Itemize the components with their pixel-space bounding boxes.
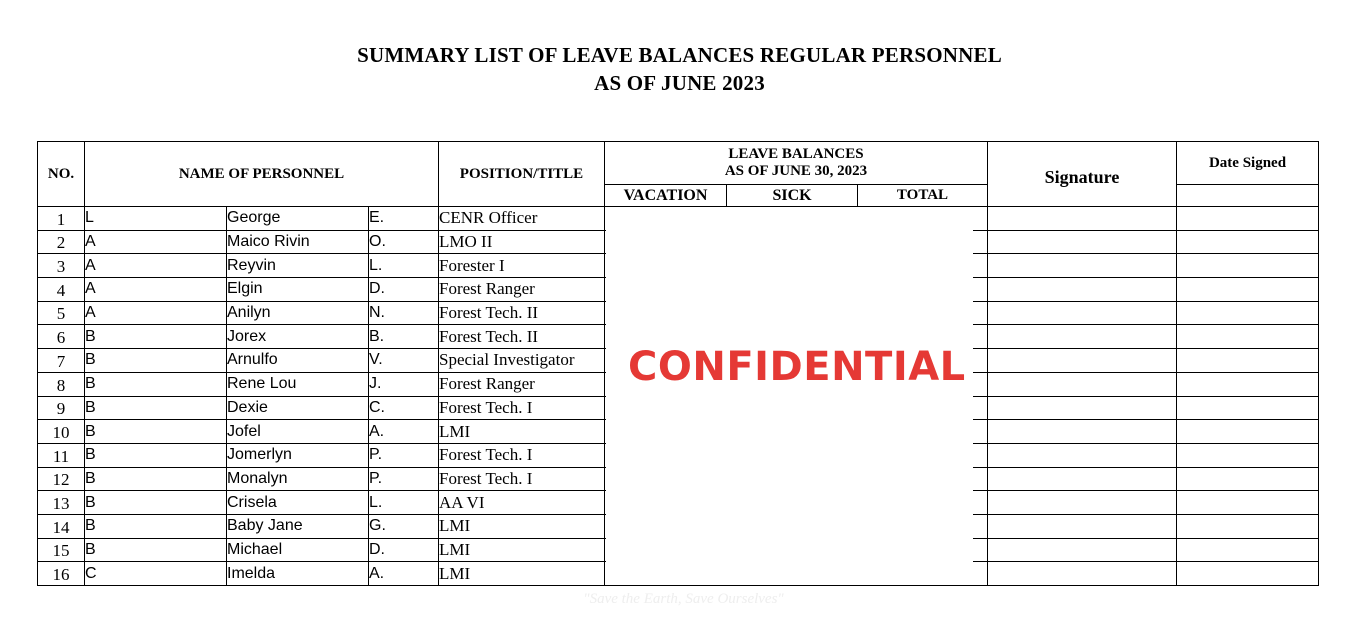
row-number: 7 xyxy=(38,349,85,373)
position-title: LMI xyxy=(439,420,605,444)
position-title: Special Investigator xyxy=(439,349,605,373)
surname: B xyxy=(85,372,227,396)
signature-cell xyxy=(988,325,1177,349)
confidential-stamp: CONFIDENTIAL xyxy=(628,344,966,390)
position-title: AA VI xyxy=(439,491,605,515)
position-title: Forest Tech. II xyxy=(439,325,605,349)
middle-initial: P. xyxy=(369,467,439,491)
position-title: Forest Ranger xyxy=(439,372,605,396)
row-number: 4 xyxy=(38,278,85,302)
row-number: 6 xyxy=(38,325,85,349)
header-leave-balances xyxy=(605,142,988,185)
header-date-signed-sub xyxy=(1177,185,1319,207)
middle-initial: D. xyxy=(369,278,439,302)
first-name: Crisela xyxy=(227,491,369,515)
row-number: 10 xyxy=(38,420,85,444)
first-name: Jorex xyxy=(227,325,369,349)
middle-initial: L. xyxy=(369,254,439,278)
date-signed-cell xyxy=(1177,491,1319,515)
redaction-block xyxy=(606,207,973,585)
first-name: Reyvin xyxy=(227,254,369,278)
header-vacation: VACATION xyxy=(605,185,727,207)
date-signed-cell xyxy=(1177,514,1319,538)
position-title: LMI xyxy=(439,538,605,562)
first-name: Jofel xyxy=(227,420,369,444)
first-name: Jomerlyn xyxy=(227,443,369,467)
header-total: TOTAL xyxy=(858,185,988,207)
date-signed-cell xyxy=(1177,325,1319,349)
row-number: 16 xyxy=(38,562,85,586)
position-title: Forester I xyxy=(439,254,605,278)
middle-initial: V. xyxy=(369,349,439,373)
surname: A xyxy=(85,254,227,278)
first-name: Michael xyxy=(227,538,369,562)
first-name: Baby Jane xyxy=(227,514,369,538)
surname: A xyxy=(85,301,227,325)
signature-cell xyxy=(988,254,1177,278)
header-sick: SICK xyxy=(727,185,858,207)
first-name: Maico Rivin xyxy=(227,230,369,254)
row-number: 5 xyxy=(38,301,85,325)
signature-cell xyxy=(988,491,1177,515)
surname: B xyxy=(85,491,227,515)
signature-cell xyxy=(988,230,1177,254)
row-number: 9 xyxy=(38,396,85,420)
date-signed-cell xyxy=(1177,278,1319,302)
document-subtitle-date: AS OF JUNE 2023 xyxy=(594,71,765,95)
middle-initial: P. xyxy=(369,443,439,467)
date-signed-cell xyxy=(1177,230,1319,254)
header-date-signed: Date Signed xyxy=(1177,142,1319,185)
position-title: Forest Ranger xyxy=(439,278,605,302)
date-signed-cell xyxy=(1177,207,1319,231)
date-signed-cell xyxy=(1177,372,1319,396)
surname: B xyxy=(85,349,227,373)
first-name: Monalyn xyxy=(227,467,369,491)
row-number: 8 xyxy=(38,372,85,396)
position-title: Forest Tech. I xyxy=(439,443,605,467)
signature-cell xyxy=(988,420,1177,444)
surname: L xyxy=(85,207,227,231)
date-signed-cell xyxy=(1177,467,1319,491)
middle-initial: E. xyxy=(369,207,439,231)
signature-cell xyxy=(988,396,1177,420)
middle-initial: D. xyxy=(369,538,439,562)
row-number: 3 xyxy=(38,254,85,278)
middle-initial: J. xyxy=(369,372,439,396)
middle-initial: G. xyxy=(369,514,439,538)
middle-initial: A. xyxy=(369,562,439,586)
surname: C xyxy=(85,562,227,586)
row-number: 15 xyxy=(38,538,85,562)
surname: B xyxy=(85,420,227,444)
row-number: 13 xyxy=(38,491,85,515)
first-name: Elgin xyxy=(227,278,369,302)
surname: B xyxy=(85,325,227,349)
first-name: Rene Lou xyxy=(227,372,369,396)
row-number: 14 xyxy=(38,514,85,538)
position-title: CENR Officer xyxy=(439,207,605,231)
signature-cell xyxy=(988,467,1177,491)
signature-cell xyxy=(988,301,1177,325)
signature-cell xyxy=(988,443,1177,467)
date-signed-cell xyxy=(1177,538,1319,562)
header-no: NO. xyxy=(38,142,85,207)
signature-cell xyxy=(988,514,1177,538)
position-title: Forest Tech. I xyxy=(439,396,605,420)
header-name-of-personnel: NAME OF PERSONNEL xyxy=(85,142,439,207)
footer-motto: "Save the Earth, Save Ourselves" xyxy=(583,591,784,607)
header-position-title: POSITION/TITLE xyxy=(439,142,605,207)
middle-initial: A. xyxy=(369,420,439,444)
middle-initial: B. xyxy=(369,325,439,349)
row-number: 12 xyxy=(38,467,85,491)
surname: B xyxy=(85,514,227,538)
position-title: LMI xyxy=(439,514,605,538)
row-number: 11 xyxy=(38,443,85,467)
first-name: Anilyn xyxy=(227,301,369,325)
date-signed-cell xyxy=(1177,301,1319,325)
surname: B xyxy=(85,538,227,562)
position-title: Forest Tech. II xyxy=(439,301,605,325)
position-title: Forest Tech. I xyxy=(439,467,605,491)
middle-initial: C. xyxy=(369,396,439,420)
signature-cell xyxy=(988,207,1177,231)
header-leave-balances-label: LEAVE BALANCES xyxy=(728,146,864,162)
header-leave-balances-date: AS OF JUNE 30, 2023 xyxy=(724,163,868,179)
signature-cell xyxy=(988,278,1177,302)
surname: B xyxy=(85,396,227,420)
surname: B xyxy=(85,467,227,491)
row-number: 2 xyxy=(38,230,85,254)
surname: A xyxy=(85,230,227,254)
date-signed-cell xyxy=(1177,443,1319,467)
header-signature: Signature xyxy=(988,142,1177,207)
position-title: LMI xyxy=(439,562,605,586)
first-name: Arnulfo xyxy=(227,349,369,373)
surname: B xyxy=(85,443,227,467)
signature-cell xyxy=(988,372,1177,396)
date-signed-cell xyxy=(1177,349,1319,373)
position-title: LMO II xyxy=(439,230,605,254)
signature-cell xyxy=(988,562,1177,586)
middle-initial: L. xyxy=(369,491,439,515)
document-title: SUMMARY LIST OF LEAVE BALANCES REGULAR PERSONNEL xyxy=(357,43,1002,67)
date-signed-cell xyxy=(1177,562,1319,586)
date-signed-cell xyxy=(1177,420,1319,444)
middle-initial: N. xyxy=(369,301,439,325)
middle-initial: O. xyxy=(369,230,439,254)
signature-cell xyxy=(988,538,1177,562)
first-name: Dexie xyxy=(227,396,369,420)
date-signed-cell xyxy=(1177,396,1319,420)
surname: A xyxy=(85,278,227,302)
first-name: Imelda xyxy=(227,562,369,586)
row-number: 1 xyxy=(38,207,85,231)
signature-cell xyxy=(988,349,1177,373)
date-signed-cell xyxy=(1177,254,1319,278)
first-name: George xyxy=(227,207,369,231)
